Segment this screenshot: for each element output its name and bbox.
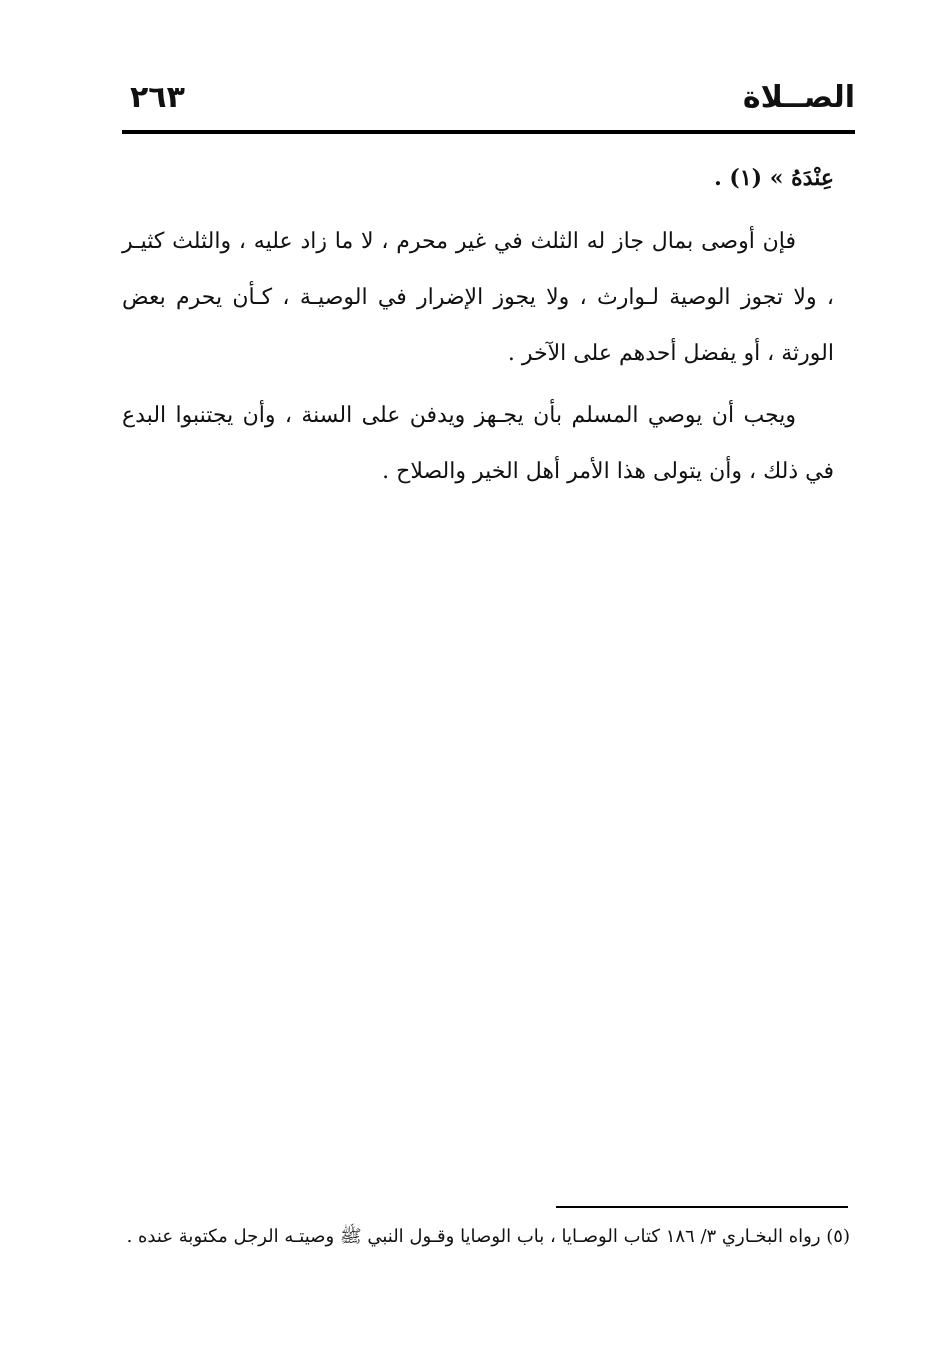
- header-rule: [122, 130, 855, 134]
- footnote: [112, 1218, 850, 1256]
- chapter-title: الصــلاة: [742, 80, 855, 115]
- paragraph: ويجب أن يوصي المسلم بأن يجـهز ويدفن على السنة ، وأن يجتنبوا البدع في ذلك ، وأن يتولى هذا الأمر أهل الخير والصلاح .: [122, 403, 834, 484]
- page-number: ٢٦٣: [130, 80, 185, 115]
- running-header: [120, 78, 855, 122]
- continuation-line: عِنْدَهُ » (١) .: [714, 165, 834, 191]
- paragraph: فإن أوصى بمال جاز له الثلث في غير محرم ، لا ما زاد عليه ، والثلث كثيـر ، ولا تجوز الوصية لـوارث ، ولا يجوز الإضرار في الوصيـة ، كـأن يحرم بعض الورثة ، أو يفضل أحدهم على الآخر .: [122, 229, 834, 366]
- body-text: [122, 150, 834, 500]
- footnote-rule: [556, 1206, 848, 1208]
- footnote-text: (٥) رواه البخـاري ٣/ ١٨٦ كتاب الوصـايا ، باب الوصايا وقـول النبي ﷺ وصيتـه الرجل مكتوبة عنده .: [126, 1226, 850, 1247]
